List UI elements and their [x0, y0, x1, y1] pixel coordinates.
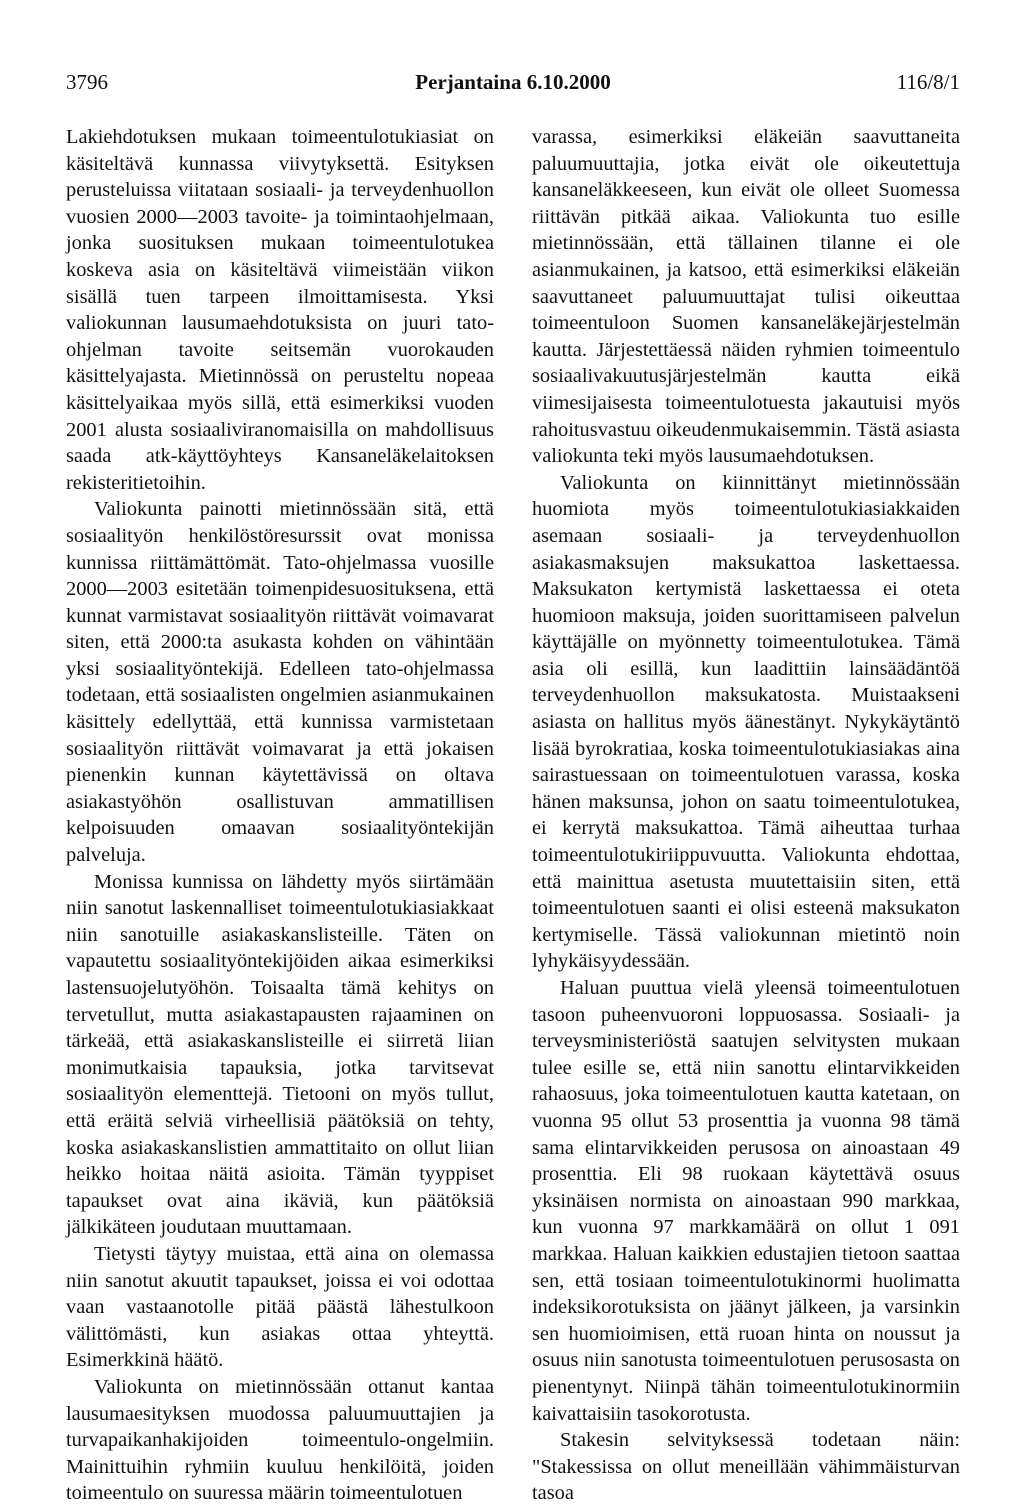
paragraph: Valiokunta painotti mietinnössään sitä, että sosiaalityön henkilöstöresurssit ovat monissa kunnissa riittämättömät. Tato-ohjelmassa vuosille 2000—2003 esitetään toimenpidesuosituksena, että kunnat varmistavat sosiaalityön riittävät voimavarat siten, että 2000:ta asukasta kohden on vähintään yksi sosiaalityöntekijä. Edelleen tato-ohjelmassa todetaan, että sosiaalisten ongelmien asianmukainen käsittely edellyttää, että kunnissa varmistetaan sosiaalityön riittävät voimavarat ja että jokaisen pienenkin kunnan käytettävissä on oltava asiakastyöhön osallistuvan ammatillisen kelpoisuuden omaavan sosiaalityöntekijän palveluja. [66, 498, 494, 867]
paragraph: Stakesin selvityksessä todetaan näin: "Stakessissa on ollut meneillään vähimmäisturvan tasoa [532, 1429, 960, 1505]
paragraph: Tietysti täytyy muistaa, että aina on olemassa niin sanotut akuutit tapaukset, joissa ei voi odottaa vaan vastaanotolle pitää päästä lähestulkoon välittömästi, kun asiakas ottaa yhteyttä. Esimerkkinä häätö. [66, 1242, 494, 1372]
paragraph: Valiokunta on kiinnittänyt mietinnössään huomiota myös toimeentulotukiasiakkaiden asemaan sosiaali- ja terveydenhuollon asiakasmaksujen maksukattoa laskettaessa. Maksukaton kertymistä laskettaessa ei oteta huomioon maksuja, joiden suorittamiseen palvelun käyttäjälle on myönnetty toimeentulotukea. Tämä asia oli esillä, kun laadittiin lainsäädäntöä terveydenhuollon maksukatosta. Muistaakseni asiasta on hallitus myös äänestänyt. Nykykäytäntö lisää byrokratiaa, koska toimeentulotukiasiakas aina sairastuessaan on toimeentulotuen varassa, koska hänen maksunsa, johon on saatu toimeentulotukea, ei kerrytä maksukattoa. Tämä aiheuttaa turhaa toimeentulotukiriippuvuutta. Valiokunta ehdottaa, että mainittua asetusta muutettaisiin siten, että toimeentulotuen saanti ei olisi esteenä maksukaton kertymiselle. Tässä valiokunnan mietintö noin lyhykäisyydessään. [532, 471, 960, 973]
right-column [532, 124, 960, 1507]
document-reference: 116/8/1 [896, 70, 960, 94]
left-column [66, 124, 494, 1507]
page-number: 3796 [66, 70, 108, 94]
paragraph: Valiokunta on mietinnössään ottanut kantaa lausumaesityksen muodossa paluumuuttajien ja turvapaikanhakijoiden toimeentulo-ongelmiin. Mainittuihin ryhmiin kuuluu henkilöitä, joiden toimeentulo on suuressa määrin toimeentulotuen [66, 1375, 494, 1505]
paragraph: Monissa kunnissa on lähdetty myös siirtämään niin sanotut laskennalliset toimeentulotukiasiakkaat niin sanotuille asiakaskanslisteille. Täten on vapautettu sosiaalityöntekijöiden aikaa esimerkiksi lastensuojelutyöhön. Toisaalta tämä kehitys on tervetullut, mutta asiakastapausten rajaaminen on tärkeää, että asiakaskanslisteille ei siirretä liian monimutkaisia tapauksia, jotka tarvitsevat sosiaalityön elementtejä. Tietooni on myös tullut, että eräitä selviä virheellisiä päätöksiä on tehty, koska asiakaskanslistien ammattitaito on ollut liian heikko hoitaa näitä asioita. Tämän tyyppiset tapaukset ovat aina ikäviä, kun päätöksiä jälkikäteen joudutaan muuttamaan. [66, 870, 494, 1239]
paragraph: Lakiehdotuksen mukaan toimeentulotukiasiat on käsiteltävä kunnassa viivytyksettä. Esityksen perusteluissa viitataan sosiaali- ja terveydenhuollon vuosien 2000—2003 tavoite- ja toimintaohjelmaan, jonka suosituksen mukaan toimeentulotukea koskeva asia on käsiteltävä viimeistään viikon sisällä tuen tarpeen ilmoittamisesta. Yksi valiokunnan lausumaehdotuksista on juuri tato-ohjelman tavoite seitsemän vuorokauden käsittelyajasta. Mietinnössä on perusteltu nopeaa käsittelyaikaa myös sillä, että esimerkiksi vuoden 2001 alusta sosiaaliviranomaisilla on mahdollisuus saada atk-käyttöyhteys Kansaneläkelaitoksen rekisteritietoihin. [66, 126, 494, 494]
text-columns [66, 124, 960, 1505]
session-date: Perjantaina 6.10.2000 [415, 70, 611, 94]
page-header [66, 66, 960, 98]
paragraph: varassa, esimerkiksi eläkeiän saavuttaneita paluumuuttajia, jotka eivät ole oikeutettuja kansaneläkkeeseen, kun eivät ole olleet Suomessa riittävän pitkää aikaa. Valiokunta tuo esille mietinnössään, että tällainen tilanne ei ole asianmukainen, ja katsoo, että esimerkiksi eläkeiän saavuttaneet paluumuuttajat tulisi oikeuttaa toimeentuloon Suomen kansaneläkejärjestelmän kautta. Järjestettäessä näiden ryhmien toimeentulo sosiaalivakuutusjärjestelmän kautta eikä viimesijaisesta toimeentulotuesta jakautuisi myös rahoitusvastuu oikeudenmukaisemmin. Tästä asiasta valiokunta teki myös lausumaehdotuksen. [532, 126, 960, 468]
paragraph: Haluan puuttua vielä yleensä toimeentulotuen tasoon puheenvuoroni loppuosassa. Sosiaali- ja terveysministeriöstä saatujen selvitysten mukaan tulee esille se, että niin sanottu elintarvikkeiden rahaosuus, joka toimeentulotuen kautta katetaan, on vuonna 95 ollut 53 prosenttia ja vuonna 98 tämä sama elintarvikkeiden perusosa on ainoastaan 49 prosenttia. Eli 98 ruokaan käytettävä osuus yksinäisen normista on ainoastaan 990 markkaa, kun vuonna 97 markkamäärä on ollut 1 091 markkaa. Haluan kaikkien edustajien tietoon saattaa sen, että tosiaan toimeentulotukinormi huolimatta indeksikorotuksista on jäänyt jälkeen, ja varsinkin sen huomioimisen, että ruoan hinta on noussut ja osuus niin sanotusta toimeentulotuen perusosasta on pienentynyt. Niinpä tähän toimeentulotukinormiin kaivattaisiin tasokorotusta. [532, 977, 960, 1425]
